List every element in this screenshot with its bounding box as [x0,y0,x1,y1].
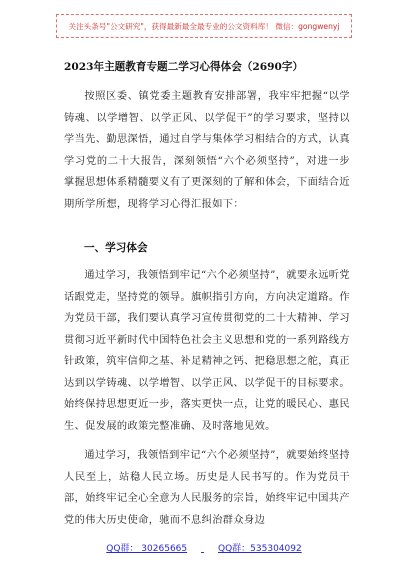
footer-links [0,541,408,554]
section-heading: 一、学习体会 [84,242,148,254]
footer-qq-group-2[interactable]: QQ群：535304092 [218,544,302,554]
intro-paragraph: 按照区委、镇党委主题教育安排部署，我牢牢把握“以学铸魂、以学增智、以学正风、以学促干”的学习要求，坚持以学当先、勤思深悟，通过自学与集体学习相结合的方式，认真学习党的二十大报告，深刻领悟“六个必须坚持”，对进一步掌握思想体系精髓要义有了更深刻的了解和体会，下面结合近期所学所想，现将学习心得汇报如下： [64,91,350,210]
banner-text: 关注头条号"公文研究"，获得最新最全最专业的公文资料库！ 微信：gongwenyj [68,21,340,31]
header-banner [56,14,352,38]
footer-qq-group-1[interactable]: QQ群： 30265665 [106,544,188,554]
document-title: 2023年主题教育专题二学习心得体会（2690字） [64,61,304,73]
body-paragraph-2: 通过学习，我领悟到牢记“六个必须坚持”，就要始终坚持人民至上，站稳人民立场。历史是人民书写的。作为党员干部，始终牢记全心全意为人民服务的宗旨，始终牢记中国共产党的伟大历史使命，驰而不息纠治群众身边 [64,450,350,526]
body-paragraph-1: 通过学习，我领悟到牢记“六个必须坚持”，就要永远听党话跟党走，坚持党的领导。旗帜指引方向，方向决定道路。作为党员干部，我们要认真学习宣传贯彻党的二十大精神、学习贯彻习近平新时代中国特色社会主义思想和党的一系列路线方针政策，筑牢信仰之基、补足精神之钙、把稳思想之舵，真正达到以学铸魂、以学增智、以学正风、以学促干的目标要求。始终保持思想更近一步，落实更快一点，让党的暖民心、惠民生、促发展的政策完整准确、及时落地见效。 [64,270,350,432]
